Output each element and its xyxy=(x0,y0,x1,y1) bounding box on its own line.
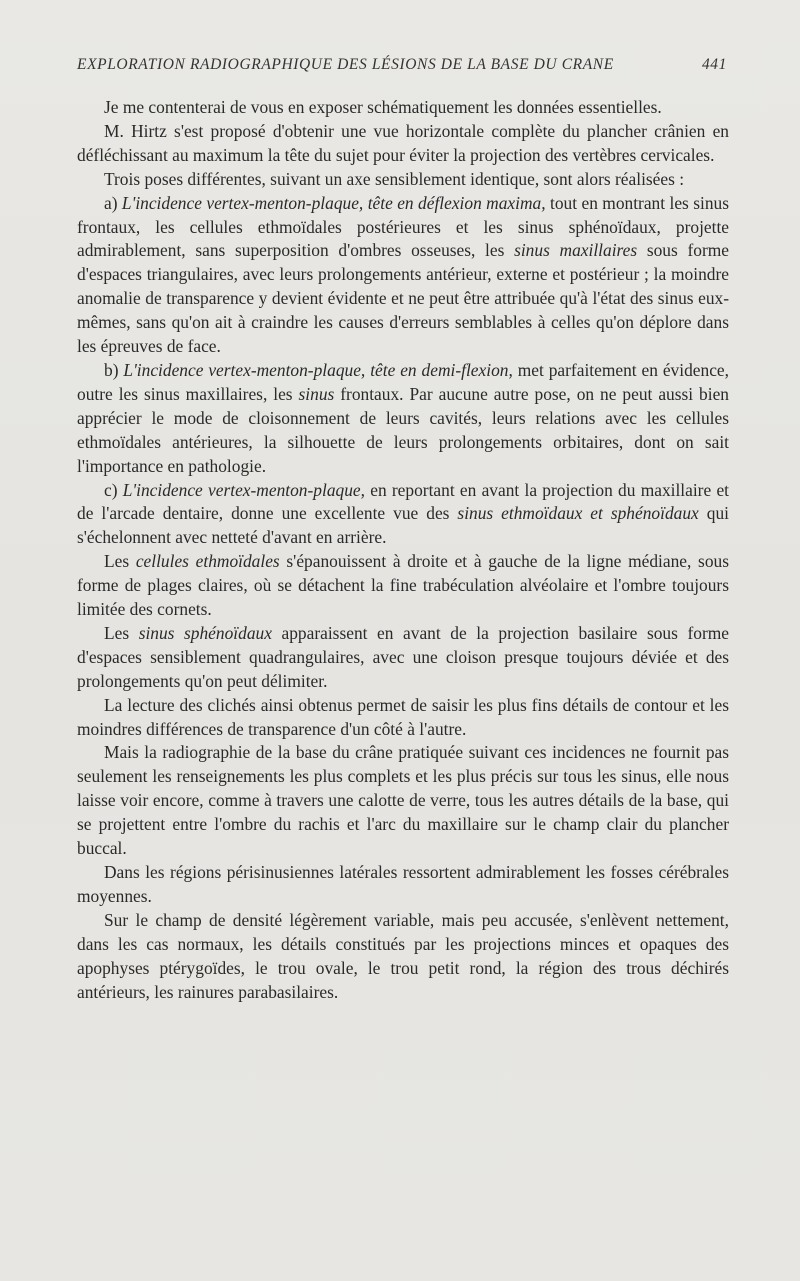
ethmoid-term: cellules ethmoïdales xyxy=(135,551,280,572)
paragraph-3: Trois poses différentes, suivant un axe sensiblement identique, sont alors réalisées : xyxy=(104,168,685,189)
paragraph-2: M. Hirtz s'est proposé d'obtenir une vue horizontale complète du plancher crânien en défléchissant au maximum la tête du sujet pour éviter la projection des vertèbres cervicales. xyxy=(77,120,729,165)
paragraph-10: Mais la radiographie de la base du crâne pratiquée suivant ces incidences ne fournit pas seulement les renseignements les plus complets et les plus précis sur tous les sinus, elle nous laisse voir encore, comme à travers une calotte de verre, tous les autres détails de la base, qui se projettent entre l'ombre du rachis et l'arc du maxillaire sur le champ clair du plancher buccal. xyxy=(77,742,729,859)
item-a-heading: L'incidence vertex-menton-plaque, tête en déflexion maxima, xyxy=(121,192,546,213)
item-a-term: sinus maxillaires xyxy=(514,240,638,261)
running-head xyxy=(77,56,727,74)
item-c-label: c) xyxy=(104,479,123,500)
sphenoid-text-2: apparaissent en avant de la projection basilaire sous forme d'espaces sensiblement quadrangulaires, avec une cloison presque toujours déviée et des prolongements qu'on peut délimiter. xyxy=(77,622,729,691)
item-a-text-2: sous forme d'espaces triangulaires, avec leurs prolongements antérieur, externe et postérieur ; la moindre anomalie de transparence y devient évidente et ne peut être attribuée qu'à l'état des sinus eux-mêmes, sans qu'on ait à craindre les causes d'erreurs semblables à celles qu'on déplore dans les épreuves de face. xyxy=(77,240,729,357)
paragraph-9: La lecture des clichés ainsi obtenus permet de saisir les plus fins détails de contour et les moindres différences de transparence d'un côté à l'autre. xyxy=(77,694,729,739)
item-b-heading: L'incidence vertex-menton-plaque, tête en demi-flexion, xyxy=(123,359,513,380)
paragraph-sphenoid-sinus xyxy=(77,622,729,694)
item-b-label: b) xyxy=(104,359,124,380)
item-c-heading: L'incidence vertex-menton-plaque, xyxy=(122,479,365,500)
paragraph-1: Je me contenterai de vous en exposer schématiquement les données essentielles. xyxy=(104,97,662,117)
item-c-text-2: qui s'échelonnent avec netteté d'avant en arrière. xyxy=(77,503,729,548)
sphenoid-text-1: Les xyxy=(104,622,139,643)
body-text xyxy=(77,96,729,1004)
paragraph-item-a xyxy=(77,192,729,359)
running-head-title: EXPLORATION RADIOGRAPHIQUE DES LÉSIONS DE LA BASE DU CRANE xyxy=(77,56,614,73)
sphenoid-term: sinus sphénoïdaux xyxy=(138,622,272,643)
ethmoid-text-1: Les xyxy=(104,551,136,572)
item-a-text-1: tout en montrant les sinus frontaux, les cellules ethmoïdales postérieures et les sinus sphénoïdaux, projette admirablement, sans superposition d'ombres osseuses, les xyxy=(77,192,729,261)
item-b-text-1: met parfaitement en évidence, outre les sinus maxillaires, les xyxy=(77,359,729,404)
paragraph-11: Dans les régions périsinusiennes latérales ressortent admirablement les fosses cérébrales moyennes. xyxy=(77,862,729,906)
item-c-text-1: en reportant en avant la projection du maxillaire et de l'arcade dentaire, donne une excellente vue des xyxy=(77,479,729,524)
paragraph-item-b xyxy=(77,359,729,479)
item-b-text-2: frontaux. Par aucune autre pose, on ne peut aussi bien apprécier le mode de cloisonnement de leurs cavités, leurs relations avec les cellules ethmoïdales antérieures, la silhouette de leurs prolongements orbitaires, dont on sait l'importance en pathologie. xyxy=(77,383,729,476)
ethmoid-text-2: s'épanouissent à droite et à gauche de la ligne médiane, sous forme de plages claires, où se détachent la fine trabéculation alvéolaire et l'ombre toujours limitée des cornets. xyxy=(77,551,729,620)
item-c-term: sinus ethmoïdaux et sphénoïdaux xyxy=(457,503,699,524)
paragraph-item-c xyxy=(77,479,729,551)
paragraph-ethmoid-cells xyxy=(77,550,729,622)
item-b-term: sinus xyxy=(298,383,335,404)
item-a-label: a) xyxy=(104,192,122,213)
paragraph-12: Sur le champ de densité légèrement variable, mais peu accusée, s'enlèvent nettement, dans les cas normaux, les détails constitués par les projections minces et opaques des apophyses ptérygoïdes, le trou ovale, le trou petit rond, la région des trous déchirés antérieurs, les rainures parabasilaires. xyxy=(77,909,729,1002)
page-number: 441 xyxy=(701,56,727,73)
